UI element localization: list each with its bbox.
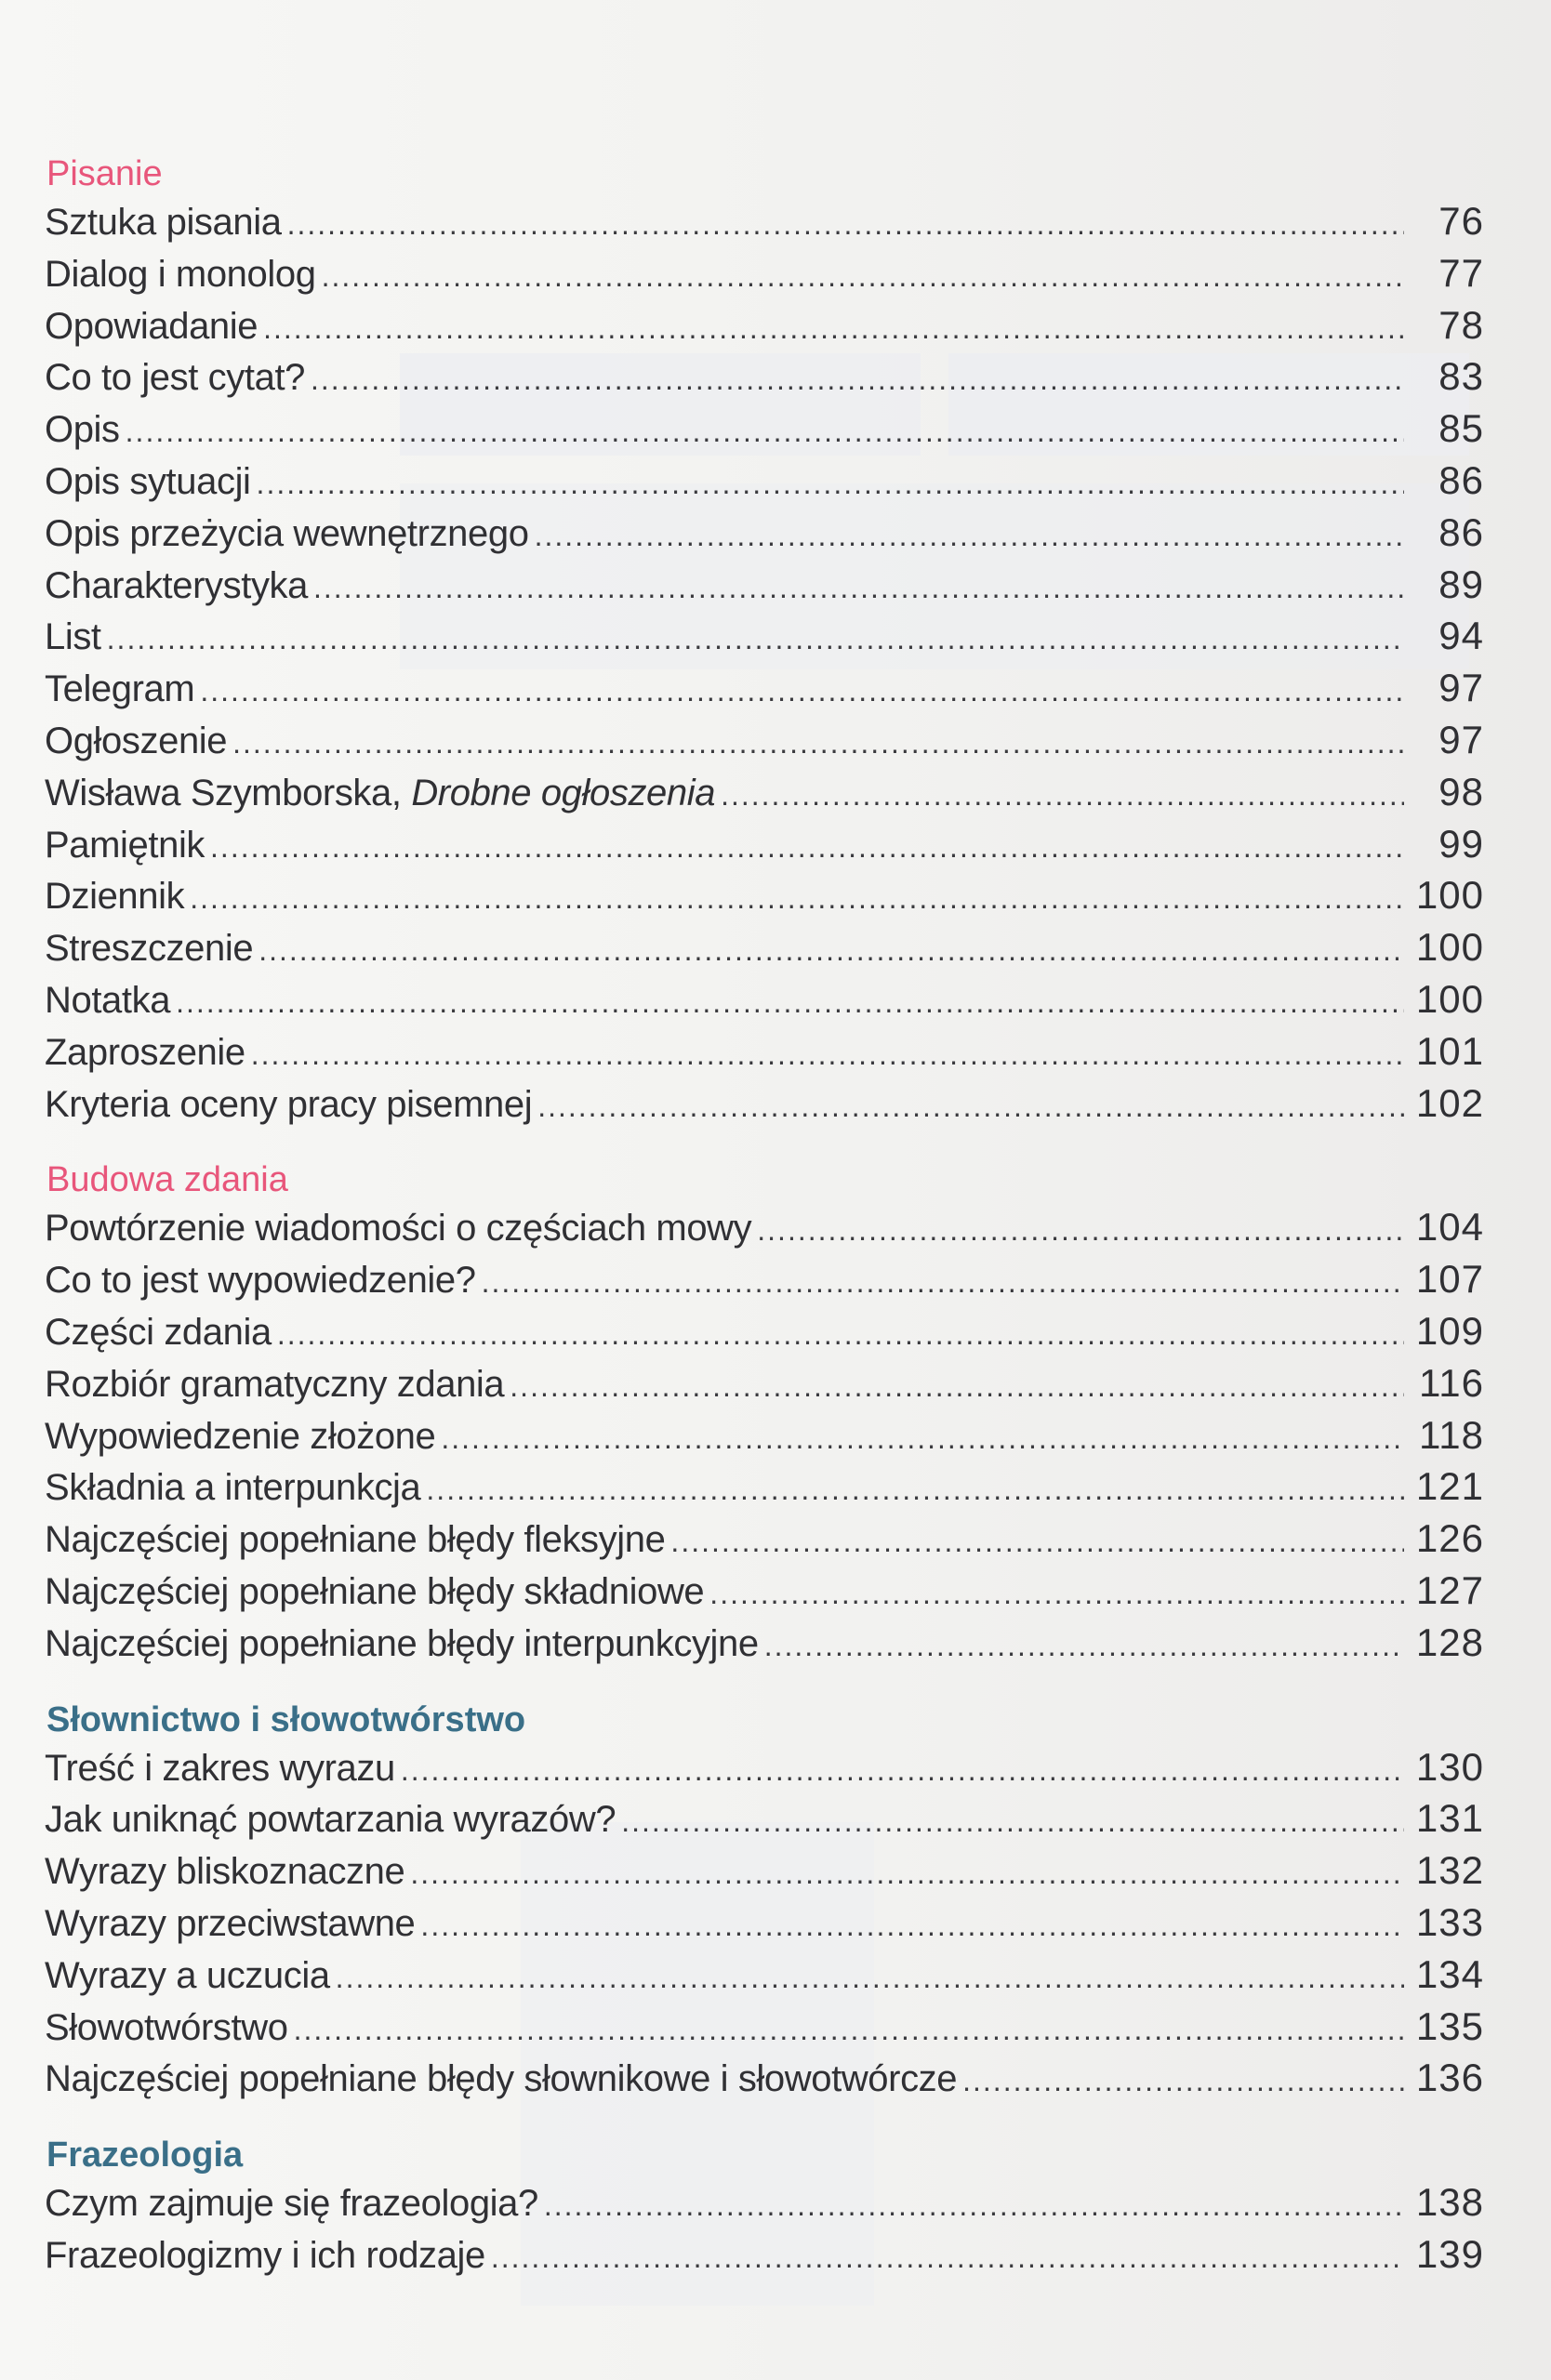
entry-page-number: 100 — [1415, 925, 1484, 970]
entry-label: Najczęściej popełniane błędy słownikowe i słowotwórcze — [45, 2058, 958, 2100]
entry-page-number: 118 — [1419, 1412, 1484, 1457]
section-title-frazeologia: Frazeologia — [46, 2135, 244, 2175]
dot-leader — [535, 510, 1404, 562]
section-list-frazeologia — [45, 2176, 1484, 2281]
dot-leader — [426, 1464, 1404, 1516]
table-of-contents — [45, 139, 1484, 2281]
entry-label: Telegram — [45, 668, 195, 710]
entry-label: Części zdania — [45, 1311, 272, 1353]
entry-page-number: 78 — [1438, 302, 1484, 347]
entry-label: Czym zajmuje się frazeologia? — [45, 2183, 538, 2225]
toc-entry[interactable] — [45, 1357, 1484, 1409]
entry-label: Opis — [45, 409, 120, 451]
toc-entry[interactable] — [45, 2228, 1484, 2281]
entry-label: Sztuka pisania — [45, 202, 282, 243]
dot-leader — [441, 1413, 1404, 1465]
entry-label: Opis sytuacji — [45, 460, 251, 502]
dot-leader — [313, 562, 1404, 615]
dot-leader — [537, 1081, 1404, 1133]
dot-leader — [251, 1029, 1404, 1081]
entry-page-number: 109 — [1415, 1308, 1484, 1353]
entry-page-number: 127 — [1415, 1567, 1484, 1612]
toc-entry[interactable] — [45, 2176, 1484, 2228]
entry-label: Wyrazy a uczucia — [45, 1954, 330, 1996]
dot-leader — [311, 354, 1404, 406]
dot-leader — [544, 2180, 1404, 2232]
toc-entry[interactable] — [45, 1617, 1484, 1669]
dot-leader — [258, 925, 1404, 977]
dot-leader — [277, 1309, 1404, 1361]
entry-label: List — [45, 616, 101, 658]
entry-page-number: 131 — [1415, 1796, 1484, 1841]
dot-leader — [482, 1257, 1404, 1309]
toc-entry[interactable] — [45, 921, 1484, 973]
toc-entry[interactable] — [45, 766, 1484, 818]
toc-entry[interactable] — [45, 507, 1484, 559]
entry-label: Kryteria oceny pracy pisemnej — [45, 1083, 533, 1125]
entry-label: Notatka — [45, 979, 171, 1021]
entry-label: Składnia a interpunkcja — [45, 1467, 421, 1509]
dot-leader — [721, 770, 1404, 822]
entry-page-number: 98 — [1438, 769, 1484, 813]
toc-entry[interactable] — [45, 455, 1484, 507]
entry-page-number: 133 — [1415, 1899, 1484, 1944]
entry-page-number: 97 — [1438, 666, 1484, 710]
entry-page-number: 100 — [1415, 873, 1484, 918]
entry-page-number: 100 — [1415, 976, 1484, 1021]
entry-page-number: 107 — [1415, 1257, 1484, 1302]
entry-label: Frazeologizmy i ich rodzaje — [45, 2234, 485, 2276]
toc-entry[interactable] — [45, 1461, 1484, 1513]
entry-author: Wisława Szymborska, — [45, 772, 412, 813]
entry-label: Opis przeżycia wewnętrznego — [45, 512, 529, 554]
entry-page-number: 101 — [1415, 1028, 1484, 1073]
toc-entry[interactable] — [45, 1078, 1484, 1130]
entry-page-number: 77 — [1438, 250, 1484, 295]
dot-leader — [757, 1205, 1404, 1257]
section-list-pisanie — [45, 195, 1484, 1129]
dot-leader — [764, 1620, 1404, 1673]
entry-label: Dziennik — [45, 876, 185, 918]
entry-page-number: 126 — [1415, 1516, 1484, 1561]
toc-entry[interactable] — [45, 1253, 1484, 1305]
dot-leader — [410, 1848, 1404, 1900]
entry-page-number: 97 — [1438, 717, 1484, 761]
dot-leader — [263, 303, 1404, 355]
entry-label: Zaproszenie — [45, 1031, 245, 1073]
toc-entry[interactable] — [45, 1305, 1484, 1357]
toc-entry[interactable] — [45, 1844, 1484, 1897]
dot-leader — [210, 822, 1404, 874]
section-title-pisanie: Pisanie — [46, 154, 163, 193]
toc-entry[interactable] — [45, 1792, 1484, 1844]
entry-label: Wypowiedzenie złożone — [45, 1415, 436, 1457]
entry-page-number: 89 — [1438, 562, 1484, 606]
entry-label: Charakterystyka — [45, 564, 308, 606]
toc-entry[interactable] — [45, 2001, 1484, 2053]
dot-leader — [257, 458, 1404, 510]
dot-leader — [621, 1796, 1404, 1848]
entry-label: Dialog i monolog — [45, 253, 316, 295]
toc-entry[interactable] — [45, 1565, 1484, 1617]
dot-leader — [232, 718, 1404, 770]
toc-entry[interactable] — [45, 818, 1484, 870]
entry-label: Najczęściej popełniane błędy interpunkcyjne — [45, 1622, 759, 1664]
toc-entry[interactable] — [45, 350, 1484, 403]
dot-leader — [107, 614, 1404, 666]
entry-page-number: 94 — [1438, 614, 1484, 658]
entry-page-number: 121 — [1415, 1464, 1484, 1509]
entry-page-number: 136 — [1415, 2056, 1484, 2100]
toc-entry[interactable] — [45, 1897, 1484, 1949]
dot-leader — [420, 1900, 1404, 1952]
toc-entry[interactable] — [45, 403, 1484, 455]
toc-entry[interactable] — [45, 869, 1484, 921]
toc-entry[interactable] — [45, 973, 1484, 1025]
entry-page-number: 132 — [1415, 1848, 1484, 1893]
dot-leader — [190, 873, 1404, 925]
entry-label — [45, 768, 715, 820]
toc-entry[interactable] — [45, 1201, 1484, 1253]
entry-label: Wyrazy bliskoznaczne — [45, 1851, 405, 1893]
section-list-budowa-zdania — [45, 1201, 1484, 1668]
entry-page-number: 130 — [1415, 1744, 1484, 1789]
section-title-slownictwo: Słownictwo i słowotwórstwo — [46, 1699, 526, 1739]
entry-page-number: 138 — [1415, 2180, 1484, 2225]
entry-label: Powtórzenie wiadomości o częściach mowy — [45, 1208, 752, 1250]
entry-page-number: 139 — [1415, 2231, 1484, 2276]
entry-label: Co to jest cytat? — [45, 357, 305, 399]
entry-label: Słowotwórstwo — [45, 2006, 288, 2048]
dot-leader — [491, 2232, 1404, 2284]
entry-page-number: 102 — [1415, 1080, 1484, 1125]
entry-page-number: 116 — [1419, 1360, 1484, 1405]
dot-leader — [200, 666, 1404, 718]
toc-entry[interactable] — [45, 1741, 1484, 1793]
toc-entry[interactable] — [45, 714, 1484, 766]
toc-entry[interactable] — [45, 1513, 1484, 1565]
entry-label: Wyrazy przeciwstawne — [45, 1902, 416, 1944]
dot-leader — [322, 251, 1404, 303]
toc-entry[interactable] — [45, 1409, 1484, 1461]
entry-page-number: 83 — [1438, 354, 1484, 399]
entry-page-number: 86 — [1438, 509, 1484, 554]
entry-page-number: 76 — [1438, 199, 1484, 243]
entry-page-number: 104 — [1415, 1205, 1484, 1250]
toc-entry[interactable] — [45, 2052, 1484, 2104]
dot-leader — [287, 199, 1404, 251]
entry-label: Rozbiór gramatyczny zdania — [45, 1363, 505, 1405]
entry-page-number: 128 — [1415, 1620, 1484, 1664]
toc-entry[interactable] — [45, 662, 1484, 714]
dot-leader — [336, 1952, 1404, 2004]
entry-page-number: 134 — [1415, 1951, 1484, 1996]
dot-leader — [176, 977, 1404, 1029]
dot-leader — [670, 1516, 1404, 1568]
dot-leader — [401, 1745, 1404, 1797]
entry-work-title: Drobne ogłoszenia — [411, 772, 716, 813]
toc-entry[interactable] — [45, 559, 1484, 611]
section-title-budowa-zdania: Budowa zdania — [46, 1160, 288, 1200]
section-list-slownictwo — [45, 1741, 1484, 2105]
entry-page-number: 135 — [1415, 2003, 1484, 2048]
dot-leader — [126, 406, 1404, 458]
toc-entry[interactable] — [45, 610, 1484, 662]
entry-page-number: 99 — [1438, 821, 1484, 866]
dot-leader — [510, 1361, 1404, 1413]
toc-entry[interactable] — [45, 1025, 1484, 1078]
dot-leader — [294, 2004, 1404, 2056]
entry-label: Najczęściej popełniane błędy fleksyjne — [45, 1519, 666, 1561]
toc-entry[interactable] — [45, 247, 1484, 299]
entry-label: Najczęściej popełniane błędy składniowe — [45, 1570, 705, 1612]
dot-leader — [709, 1568, 1404, 1620]
dot-leader — [962, 2056, 1404, 2108]
entry-label: Treść i zakres wyrazu — [45, 1747, 395, 1789]
entry-label: Pamiętnik — [45, 824, 205, 866]
entry-label: Opowiadanie — [45, 305, 258, 347]
entry-label: Co to jest wypowiedzenie? — [45, 1260, 476, 1302]
entry-page-number: 85 — [1438, 406, 1484, 451]
toc-entry[interactable] — [45, 1949, 1484, 2001]
toc-entry[interactable] — [45, 195, 1484, 247]
entry-label: Streszczenie — [45, 928, 254, 970]
entry-page-number: 86 — [1438, 457, 1484, 502]
toc-entry[interactable] — [45, 299, 1484, 351]
entry-label: Ogłoszenie — [45, 720, 228, 761]
entry-label: Jak uniknąć powtarzania wyrazów? — [45, 1799, 616, 1841]
